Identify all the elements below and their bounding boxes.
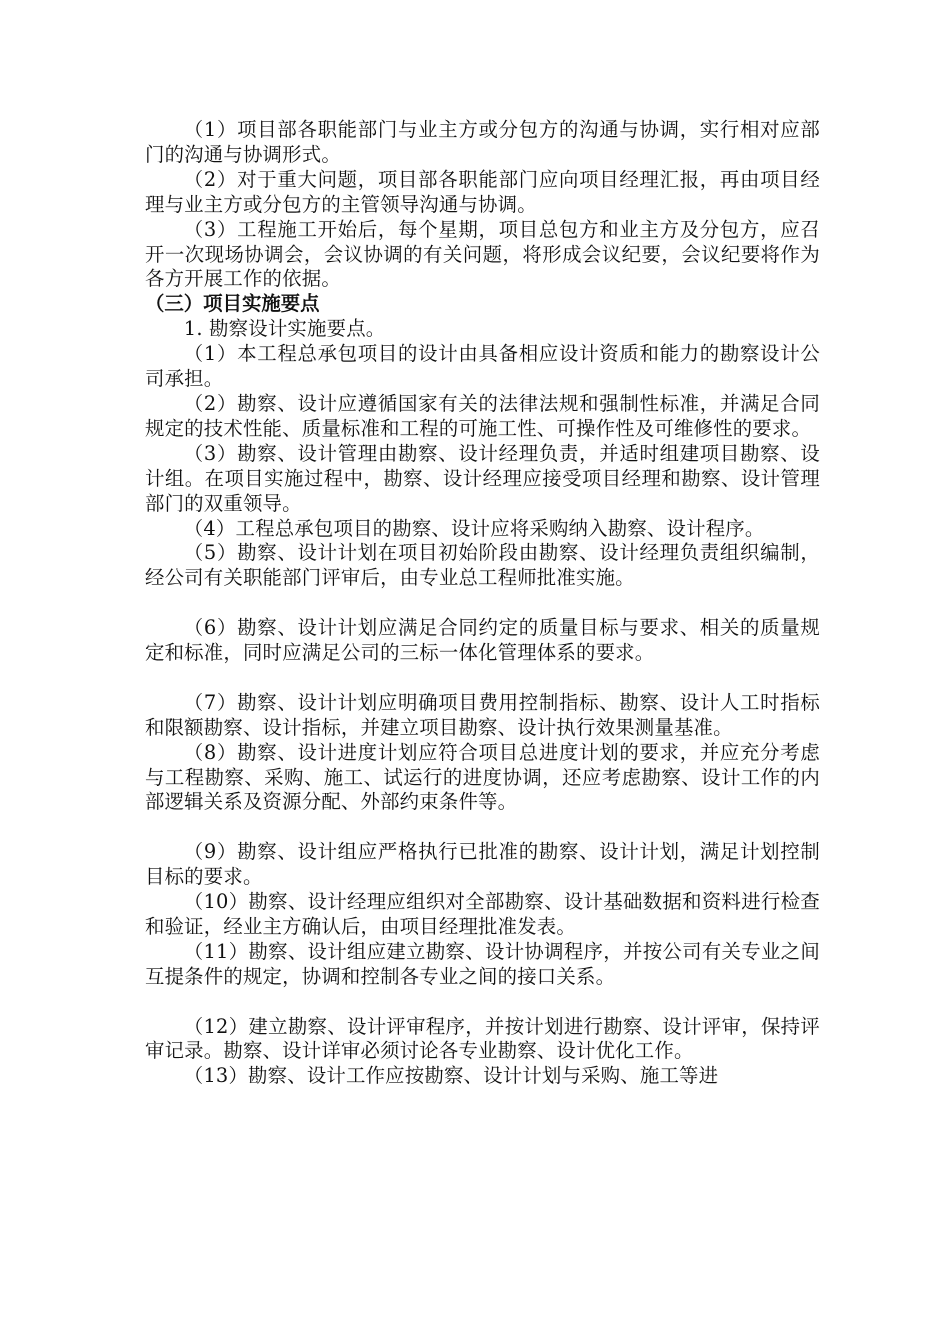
list-item: （1）本工程总承包项目的设计由具备相应设计资质和能力的勘察设计公司承担。 <box>145 342 820 391</box>
list-item: （7）勘察、设计计划应明确项目费用控制指标、勘察、设计人工时指标和限额勘察、设计指标，并建立项目勘察、设计执行效果测量基准。 <box>145 690 820 739</box>
list-item: （11）勘察、设计组应建立勘察、设计协调程序，并按公司有关专业之间互提条件的规定，协调和控制各专业之间的接口关系。 <box>145 939 820 988</box>
list-item: （8）勘察、设计进度计划应符合项目总进度计划的要求，并应充分考虑与工程勘察、采购、施工、试运行的进度协调，还应考虑勘察、设计工作的内部逻辑关系及资源分配、外部约束条件等。 <box>145 740 820 814</box>
paragraph-2: （2）对于重大问题，项目部各职能部门应向项目经理汇报，再由项目经理与业主方或分包方的主管领导沟通与协调。 <box>145 167 820 216</box>
paragraph-3: （3）工程施工开始后，每个星期，项目总包方和业主方及分包方，应召开一次现场协调会，会议协调的有关问题，将形成会议纪要，会议纪要将作为各方开展工作的依据。 <box>145 217 820 291</box>
list-item: （5）勘察、设计计划在项目初始阶段由勘察、设计经理负责组织编制，经公司有关职能部门评审后，由专业总工程师批准实施。 <box>145 541 820 590</box>
list-item: （12）建立勘察、设计评审程序，并按计划进行勘察、设计评审，保持评审记录。勘察、设计详审必须讨论各专业勘察、设计优化工作。 <box>145 1014 820 1063</box>
list-item: （6）勘察、设计计划应满足合同约定的质量目标与要求、相关的质量规定和标准，同时应满足公司的三标一体化管理体系的要求。 <box>145 616 820 665</box>
list-item: （3）勘察、设计管理由勘察、设计经理负责，并适时组建项目勘察、设计组。在项目实施过程中，勘察、设计经理应接受项目经理和勘察、设计管理部门的双重领导。 <box>145 441 820 515</box>
list-item: （13）勘察、设计工作应按勘察、设计计划与采购、施工等进 <box>183 1064 719 1088</box>
list-item: （9）勘察、设计组应严格执行已批准的勘察、设计计划，满足计划控制目标的要求。 <box>145 840 820 889</box>
list-item: （10）勘察、设计经理应组织对全部勘察、设计基础数据和资料进行检查和验证，经业主方确认后，由项目经理批准发表。 <box>145 890 820 938</box>
paragraph-1: （1）项目部各职能部门与业主方或分包方的沟通与协调，实行相对应部门的沟通与协调形式。 <box>145 118 820 166</box>
subsection-heading: 1. 勘察设计实施要点。 <box>183 317 386 341</box>
list-item: （2）勘察、设计应遵循国家有关的法律法规和强制性标准，并满足合同规定的技术性能、质量标准和工程的可施工性、可操作性及可维修性的要求。 <box>145 391 820 440</box>
section-heading: （三）项目实施要点 <box>145 292 320 316</box>
document-page <box>145 118 820 1089</box>
list-item: （4）工程总承包项目的勘察、设计应将采购纳入勘察、设计程序。 <box>183 516 765 540</box>
